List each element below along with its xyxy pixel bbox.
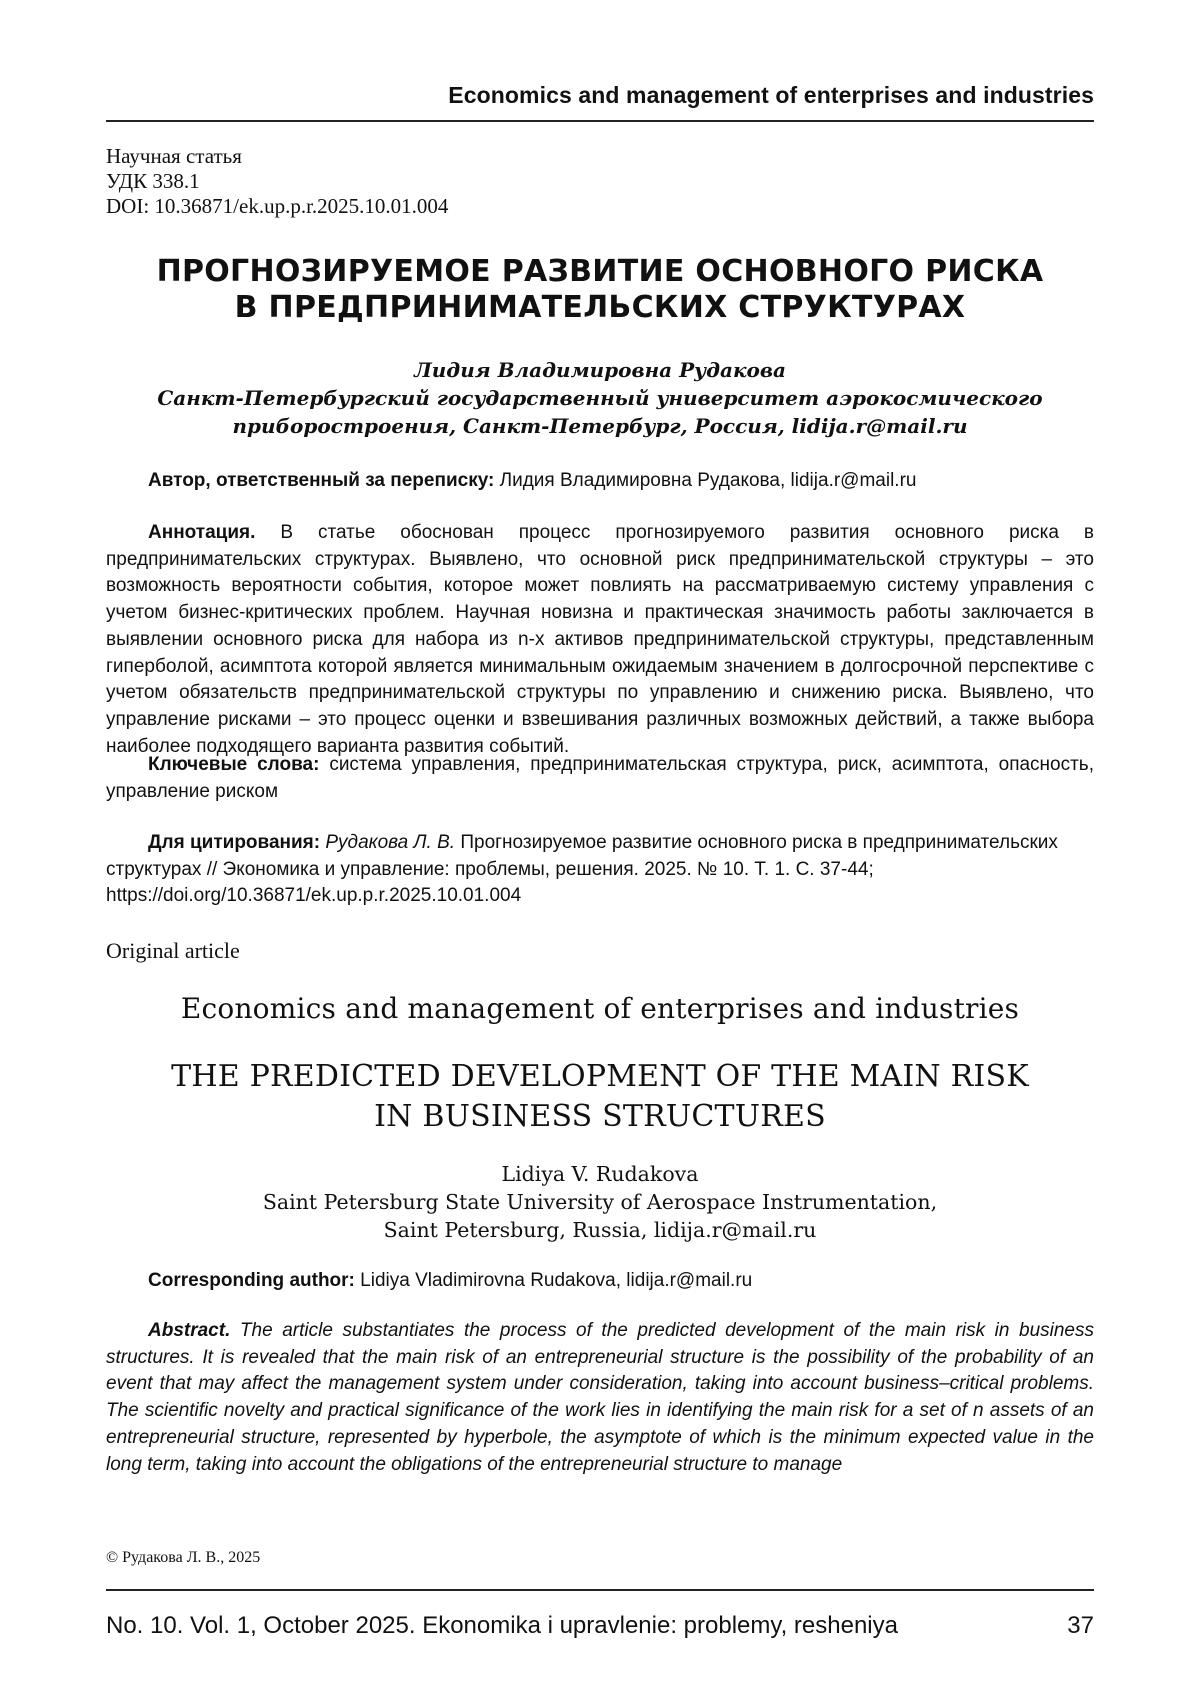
original-article-label: Original article xyxy=(106,938,240,964)
section-title-en: Economics and management of enterprises and industries xyxy=(106,992,1094,1025)
affiliation-ru-line1: Санкт-Петербургский государственный университет аэрокосмического xyxy=(106,384,1094,412)
author-name-en: Lidiya V. Rudakova xyxy=(106,1160,1094,1188)
article-type: Научная статья xyxy=(106,144,448,169)
keywords-ru xyxy=(106,752,1094,805)
cite-author-ru: Рудакова Л. В. xyxy=(320,832,455,853)
page-footer xyxy=(106,1612,1094,1640)
running-head: Economics and management of enterprises and industries xyxy=(106,82,1094,109)
affiliation-ru-line2: приборостроения, Санкт-Петербург, Россия, lidija.r@mail.ru xyxy=(106,412,1094,440)
title-ru-line2: В ПРЕДПРИНИМАТЕЛЬСКИХ СТРУКТУРАХ xyxy=(106,290,1094,326)
title-en-line2: IN BUSINESS STRUCTURES xyxy=(106,1097,1094,1137)
footer-rule xyxy=(106,1589,1094,1591)
keywords-label-ru: Ключевые слова: xyxy=(148,754,319,775)
cite-text-ru: Прогнозируемое развитие основного риска в предпринимательских структурах // Экономика и управление: проблемы, решения. 2025. № 10. Т. 1. С. 37-44; https://doi.org/10.36871/ek.up.p.r.2025.10.01.004 xyxy=(106,832,1058,906)
article-meta xyxy=(106,144,448,219)
corr-text-ru: Лидия Владимировна Рудакова, lidija.r@mail.ru xyxy=(494,470,916,491)
abstract-ru xyxy=(106,520,1094,760)
abstract-label-ru: Аннотация. xyxy=(148,522,255,543)
footer-journal: No. 10. Vol. 1, October 2025. Ekonomika i upravlenie: problemy, resheniya xyxy=(106,1612,898,1640)
author-block-en xyxy=(106,1160,1094,1244)
corr-text-en: Lidiya Vladimirovna Rudakova, lidija.r@mail.ru xyxy=(355,1270,752,1291)
title-ru-line1: ПРОГНОЗИРУЕМОЕ РАЗВИТИЕ ОСНОВНОГО РИСКА xyxy=(106,254,1094,290)
abstract-en xyxy=(106,1318,1094,1478)
author-block-ru xyxy=(106,356,1094,440)
page-number: 37 xyxy=(1067,1612,1094,1640)
copyright: © Рудакова Л. В., 2025 xyxy=(106,1549,260,1567)
affiliation-en-line1: Saint Petersburg State University of Aerospace Instrumentation, xyxy=(106,1188,1094,1216)
journal-page xyxy=(0,0,1200,1698)
abstract-text-ru: В статье обоснован процесс прогнозируемого развития основного риска в предпринимательских структурах. Выявлено, что основной риск предпринимательской структуры – это возможность вероятности события, которое может повлиять на рассматриваемую систему управления с учетом бизнес-критических проблем. Научная новизна и практическая значимость работы заключается в выявлении основного риска для набора из n-х активов предпринимательской структуры, представленным гиперболой, асимптота которой является минимальным ожидаемым значением в долгосрочной перспективе с учетом обязательств предпринимательской структуры по управлению и снижению риска. Выявлено, что управление рисками – это процесс оценки и взвешивания различных возможных действий, а также выбора наиболее подходящего варианта развития событий. xyxy=(106,522,1094,757)
title-ru xyxy=(106,254,1094,326)
title-en xyxy=(106,1057,1094,1137)
abstract-label-en: Abstract. xyxy=(148,1320,230,1341)
title-en-line1: THE PREDICTED DEVELOPMENT OF THE MAIN RISK xyxy=(106,1057,1094,1097)
cite-label-ru: Для цитирования: xyxy=(148,832,320,853)
corresponding-author-ru xyxy=(106,468,1094,495)
author-name-ru: Лидия Владимировна Рудакова xyxy=(106,356,1094,384)
corresponding-author-en xyxy=(106,1268,1094,1295)
udk-code: УДК 338.1 xyxy=(106,169,448,194)
keywords-text-ru: система управления, предпринимательская структура, риск, асимптота, опасность, управление риском xyxy=(106,754,1094,802)
abstract-text-en: The article substantiates the process of the predicted development of the main risk in business structures. It is revealed that the main risk of an entrepreneurial structure is the possibility of the probability of an event that may affect the management system under consideration, taking into account business–critical problems. The scientific novelty and practical significance of the work lies in identifying the main risk for a set of n assets of an entrepreneurial structure, represented by hyperbole, the asymptote of which is the minimum expected value in the long term, taking into account the obligations of the entrepreneurial structure to manage xyxy=(106,1320,1094,1475)
corr-label-ru: Автор, ответственный за переписку: xyxy=(148,470,494,491)
header-rule xyxy=(106,120,1094,122)
doi: DOI: 10.36871/ek.up.p.r.2025.10.01.004 xyxy=(106,194,448,219)
affiliation-en-line2: Saint Petersburg, Russia, lidija.r@mail.ru xyxy=(106,1216,1094,1244)
citation-ru xyxy=(106,830,1094,910)
corr-label-en: Corresponding author: xyxy=(148,1270,355,1291)
